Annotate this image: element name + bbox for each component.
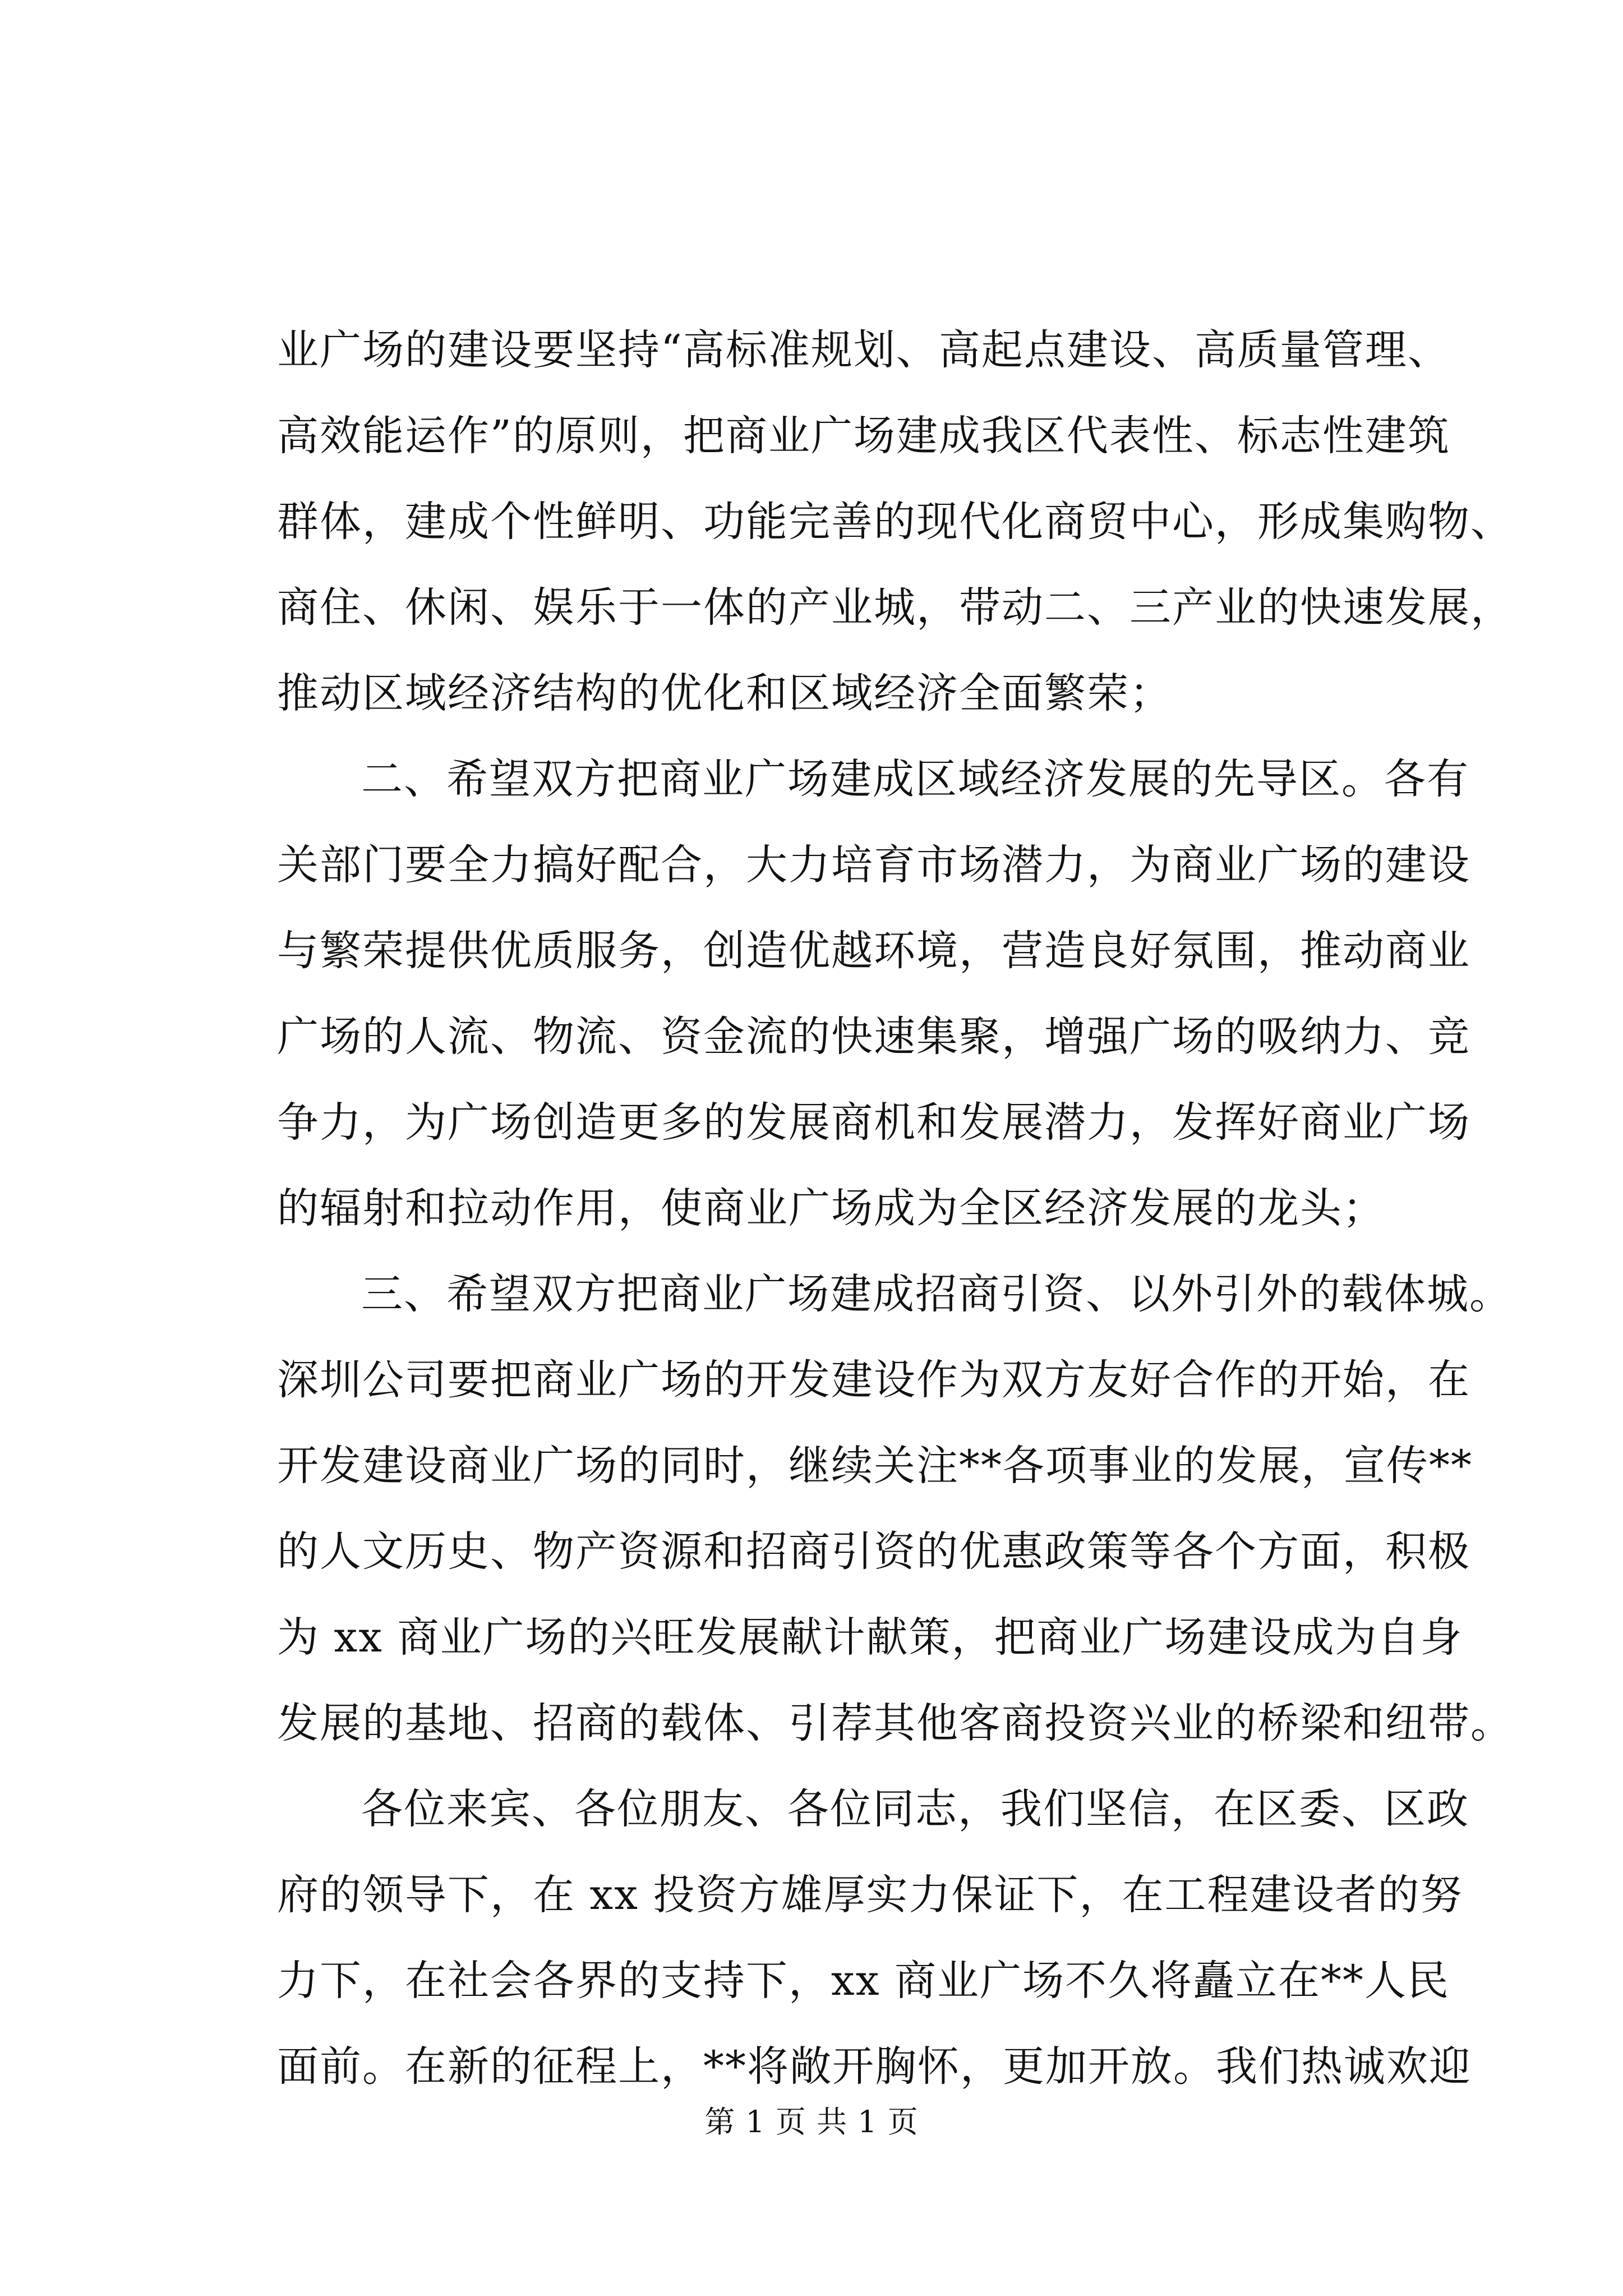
text-line: 与繁荣提供优质服务，创造优越环境，营造良好氛围，推动商业 [277, 927, 1470, 975]
text-line: 业广场的建设要坚持“高标准规划、高起点建设、高质量管理、 [277, 326, 1450, 374]
paragraph-3-first-line: 三、希望双方把商业广场建成招商引资、以外引外的载体城。 [361, 1270, 1512, 1318]
text-line: 高效能运作”的原则，把商业广场建成我区代表性、标志性建筑 [277, 412, 1450, 460]
text-line: 的辐射和拉动作用，使商业广场成为全区经济发展的龙头； [277, 1184, 1385, 1232]
text-line: 开发建设商业广场的同时，继续关注**各项事业的发展，宣传** [277, 1442, 1473, 1490]
text-line: 为 xx 商业广场的兴旺发展献计献策，把商业广场建设成为自身 [277, 1613, 1463, 1662]
text-line: 推动区域经济结构的优化和区域经济全面繁荣； [277, 669, 1172, 717]
text-line: 群体，建成个性鲜明、功能完善的现代化商贸中心，形成集购物、 [277, 498, 1513, 546]
text-line: 广场的人流、物流、资金流的快速集聚，增强广场的吸纳力、竞 [277, 1013, 1470, 1061]
text-line: 的人文历史、物产资源和招商引资的优惠政策等各个方面，积极 [277, 1527, 1470, 1576]
paragraph-2-first-line: 二、希望双方把商业广场建成区域经济发展的先导区。各有 [361, 755, 1469, 803]
text-line: 争力，为广场创造更多的发展商机和发展潜力，发挥好商业广场 [277, 1098, 1470, 1147]
paragraph-4-first-line: 各位来宾、各位朋友、各位同志，我们坚信，在区委、区政 [361, 1785, 1469, 1833]
text-line: 发展的基地、招商的载体、引荐其他客商投资兴业的桥梁和纽带。 [277, 1699, 1513, 1747]
page-footer: 第 1 页 共 1 页 [704, 2104, 919, 2139]
text-line: 面前。在新的征程上，**将敞开胸怀，更加开放。我们热诚欢迎 [277, 2042, 1472, 2091]
text-line: 力下，在社会各界的支持下，xx 商业广场不久将矗立在**人民 [277, 1957, 1450, 2005]
text-line: 府的领导下，在 xx 投资方雄厚实力保证下，在工程建设者的努 [277, 1871, 1463, 1919]
text-line: 深圳公司要把商业广场的开发建设作为双方友好合作的开始，在 [277, 1356, 1470, 1404]
text-line: 关部门要全力搞好配合，大力培育市场潜力，为商业广场的建设 [277, 841, 1470, 889]
text-line: 商住、休闲、娱乐于一体的产业城，带动二、三产业的快速发展， [277, 583, 1513, 632]
body-text [277, 307, 1513, 2110]
